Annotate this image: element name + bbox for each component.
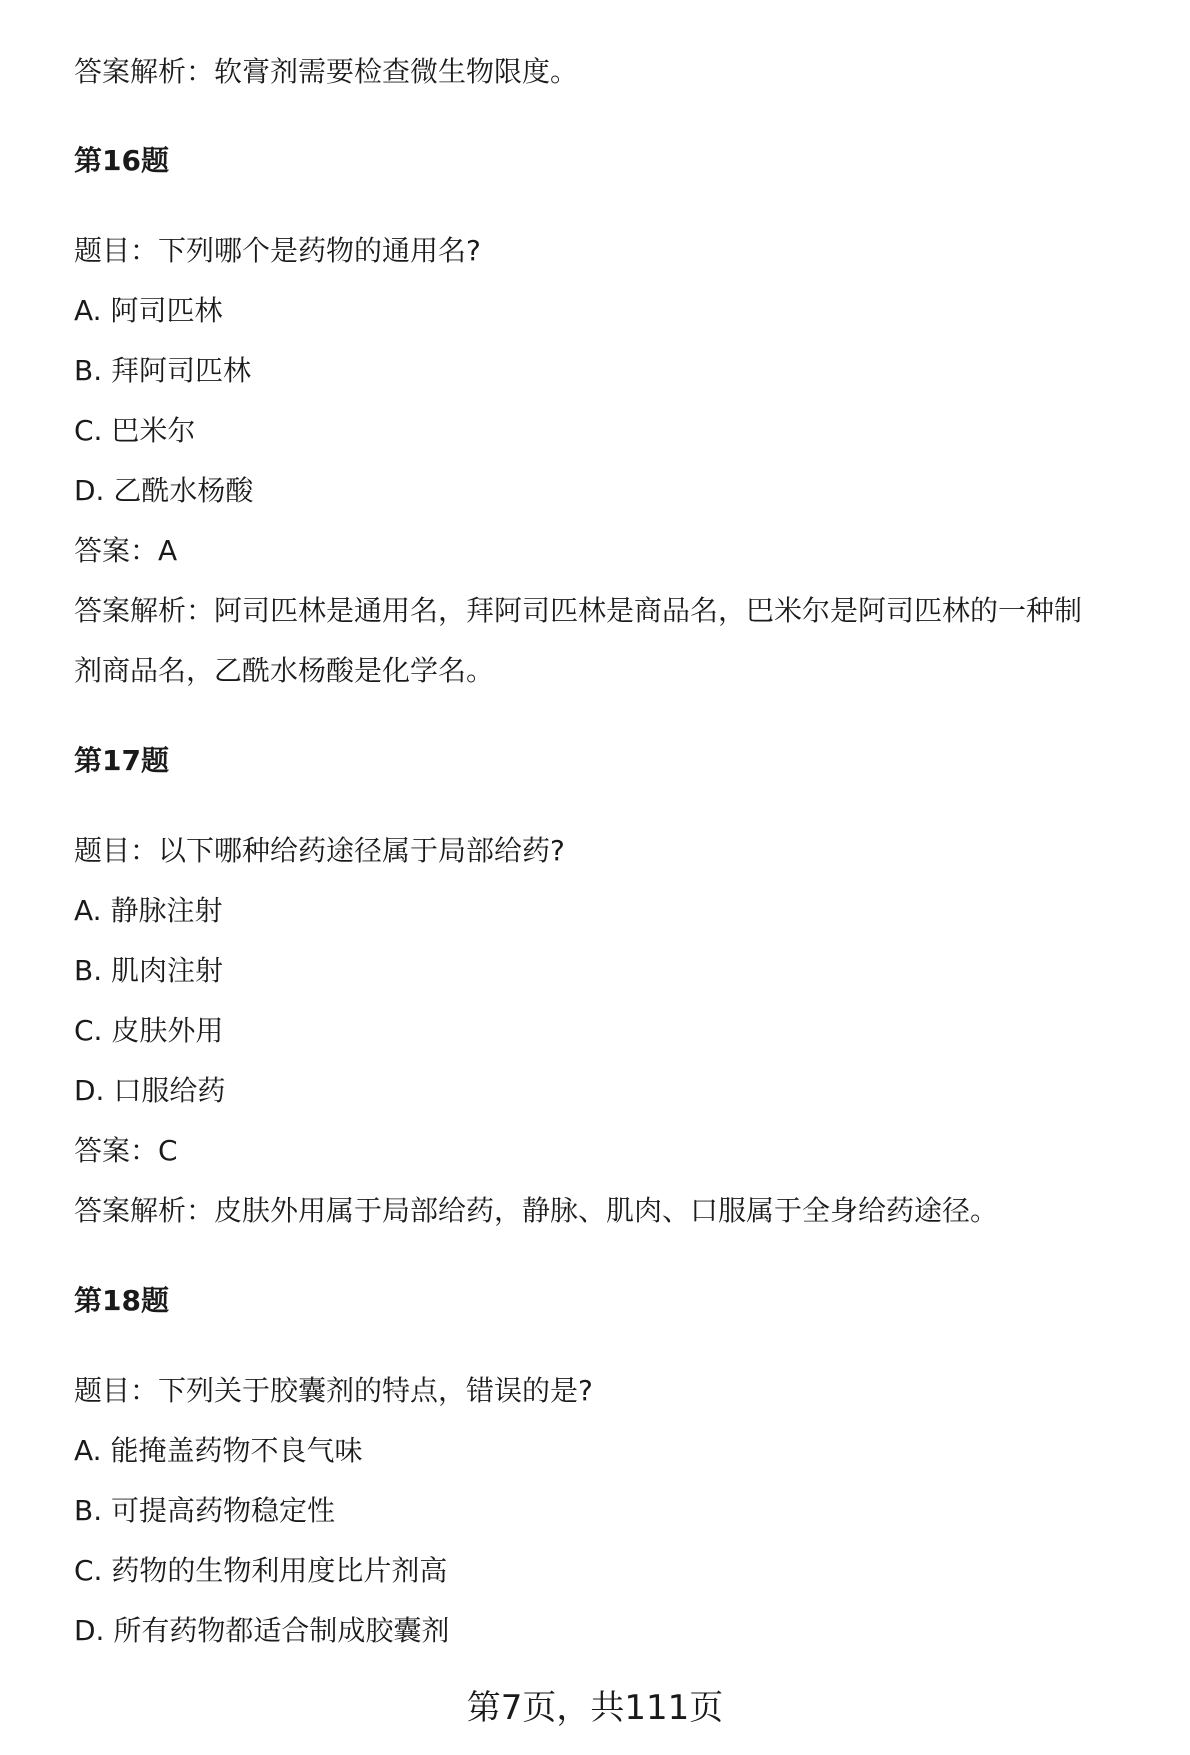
prev-answer-explanation: 答案解析：软膏剂需要检查微生物限度。 [74, 55, 579, 88]
question-18-text: 题目：下列关于胶囊剂的特点，错误的是? [74, 1374, 593, 1407]
question-18-option-c: C. 药物的生物利用度比片剂高 [74, 1554, 448, 1587]
page-number-footer: 第7页，共111页 [466, 1688, 724, 1728]
question-18-option-b: B. 可提高药物稳定性 [74, 1494, 336, 1527]
question-17-option-c: C. 皮肤外用 [74, 1014, 224, 1047]
question-17-option-d: D. 口服给药 [74, 1074, 226, 1107]
question-16-answer: 答案：A [74, 534, 178, 567]
question-16-text: 题目：下列哪个是药物的通用名? [74, 234, 481, 267]
question-17-heading: 第17题 [74, 744, 169, 777]
question-17-option-b: B. 肌肉注射 [74, 954, 224, 987]
question-16-explanation-line-1: 答案解析：阿司匹林是通用名，拜阿司匹林是商品名，巴米尔是阿司匹林的一种制 [74, 594, 1083, 627]
question-17-explanation-line-1: 答案解析：皮肤外用属于局部给药，静脉、肌肉、口服属于全身给药途径。 [74, 1194, 999, 1227]
question-16-explanation-line-2: 剂商品名，乙酰水杨酸是化学名。 [74, 654, 495, 687]
question-16-option-d: D. 乙酰水杨酸 [74, 474, 254, 507]
question-17-answer: 答案：C [74, 1134, 178, 1167]
question-17-text: 题目：以下哪种给药途径属于局部给药? [74, 834, 565, 867]
question-18-option-d: D. 所有药物都适合制成胶囊剂 [74, 1614, 450, 1647]
question-18-heading: 第18题 [74, 1284, 169, 1317]
question-16-option-b: B. 拜阿司匹林 [74, 354, 252, 387]
question-16-option-c: C. 巴米尔 [74, 414, 196, 447]
question-16-heading: 第16题 [74, 144, 169, 177]
question-17-option-a: A. 静脉注射 [74, 894, 223, 927]
question-18-option-a: A. 能掩盖药物不良气味 [74, 1434, 363, 1467]
question-16-option-a: A. 阿司匹林 [74, 294, 223, 327]
